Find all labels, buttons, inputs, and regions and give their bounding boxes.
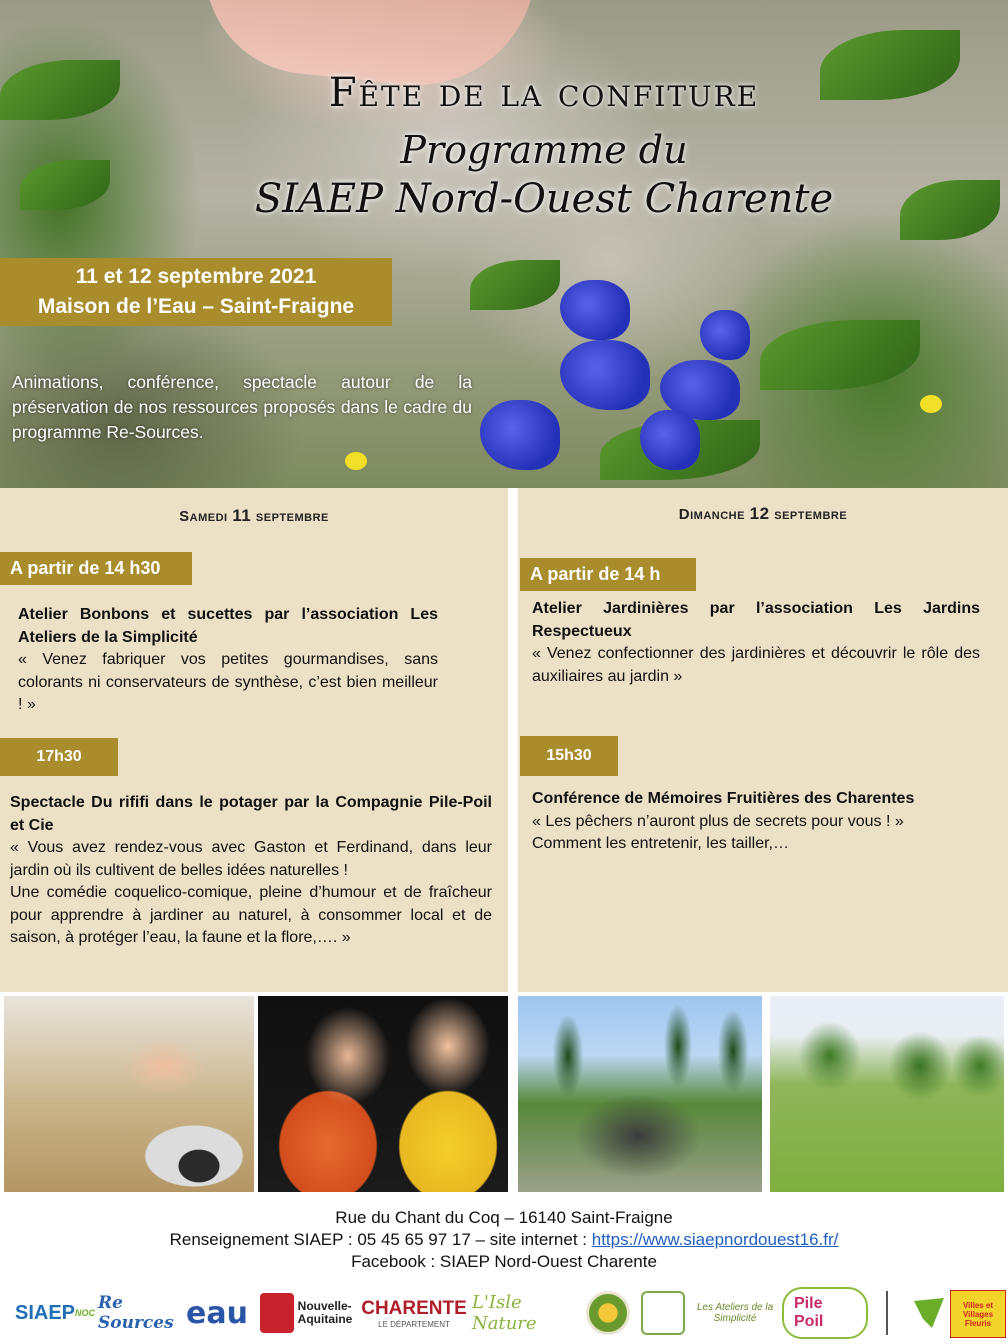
mill-logo xyxy=(872,1290,902,1336)
event-description: « Venez fabriquer vos petites gourmandises, sans colorants ni conservateurs de synthèse, c’est bien meilleur ! » xyxy=(18,651,438,713)
region-shield-icon xyxy=(260,1293,294,1333)
facebook-line: Facebook : SIAEP Nord-Ouest Charente xyxy=(351,1252,657,1271)
hero-photo xyxy=(0,0,1008,488)
photo-clown-show xyxy=(258,996,508,1192)
info-line xyxy=(0,1230,1008,1250)
event-title: Atelier Jardinières par l’association Les Jardins Respectueux xyxy=(532,600,980,640)
event-title: Atelier Bonbons et sucettes par l’association Les Ateliers de la Simplicité xyxy=(18,606,438,646)
yellow-flower xyxy=(345,452,367,470)
title-line-2: Programme du xyxy=(400,128,688,172)
event-title: Conférence de Mémoires Fruitières des Charentes xyxy=(532,790,915,807)
event-description: Comment les entretenir, les tailler,… xyxy=(532,835,789,852)
mill-icon xyxy=(886,1291,888,1335)
leaf-icon xyxy=(641,1291,685,1335)
event-title: Spectacle Du rififi dans le potager par la Compagnie Pile-Poil et Cie xyxy=(10,794,492,834)
leaf-shape xyxy=(760,320,920,390)
saturday-event-2 xyxy=(10,792,492,950)
flower-shape xyxy=(480,400,560,470)
day-label: Dimanche xyxy=(678,506,745,523)
day-number: 11 xyxy=(232,506,252,525)
sunday-panel xyxy=(518,488,1008,992)
fruit-icon xyxy=(586,1291,630,1335)
photo-orchard xyxy=(770,996,1004,1192)
event-description: « Vous avez rendez-vous avec Gaston et Ferdinand, dans leur jardin où ils cultivent de belles idées naturelles ! xyxy=(10,839,492,879)
saturday-event-1 xyxy=(18,604,438,717)
title-line-1: Fête de la confiture xyxy=(328,70,760,116)
ateliers-logo: Les Ateliers de la Simplicité xyxy=(696,1302,774,1324)
flower-shape xyxy=(560,280,630,340)
event-description: « Les pêchers n’auront plus de secrets pour vous ! » xyxy=(532,812,904,830)
event-description: « Venez confectionner des jardinières et découvrir le rôle des auxiliaires au jardin » xyxy=(532,645,980,685)
map-icon xyxy=(914,1298,944,1328)
saturday-panel xyxy=(0,488,508,992)
phone-info: Renseignement SIAEP : 05 45 65 97 17 – site internet : xyxy=(169,1230,592,1249)
pile-poil-logo: Pile Poil xyxy=(782,1290,868,1336)
charente-logo: CHARENTE LE DÉPARTEMENT xyxy=(361,1297,467,1329)
sunday-time-tag-2: 15h30 xyxy=(520,736,618,776)
title-line-3: SIAEP Nord-Ouest Charente xyxy=(254,176,834,222)
day-label: Samedi xyxy=(179,508,228,525)
sunday-time-tag-1: A partir de 14 h xyxy=(520,558,696,591)
address-line: Rue du Chant du Coq – 16140 Saint-Fraigne xyxy=(335,1208,673,1227)
sunday-heading xyxy=(518,504,1008,524)
saturday-time-tag-2: 17h30 xyxy=(0,738,118,776)
leaf-shape xyxy=(470,260,560,310)
day-number: 12 xyxy=(749,504,770,523)
event-description: Une comédie coquelico-comique, pleine d’humour et de fraîcheur pour apprendre à jardiner au naturel, à consommer local et de saison, à protéger l’eau, la faune et la flore,…. » xyxy=(10,884,492,946)
isle-nature-logo: L'Isle Nature xyxy=(472,1292,537,1334)
flower-shape xyxy=(700,310,750,360)
saturday-heading xyxy=(0,506,508,526)
fruit-memories-logo xyxy=(584,1290,632,1336)
event-date: 11 et 12 septembre 2021 xyxy=(75,265,317,288)
resources-logo: Re Sources xyxy=(98,1293,174,1333)
day-month: septembre xyxy=(774,506,848,523)
website-link[interactable]: https://www.siaepnordouest16.fr/ xyxy=(591,1230,839,1249)
date-place-banner xyxy=(0,258,392,326)
flower-shape xyxy=(560,340,650,410)
photo-candy-workshop xyxy=(4,996,254,1192)
siaep-logo: SIAEP NOC xyxy=(14,1301,96,1324)
eau-logo: eau xyxy=(186,1295,248,1331)
green-map-logo xyxy=(912,1290,946,1336)
villes-villages-logo: Villes et Villages Fleuris xyxy=(950,1290,1006,1338)
sunday-event-1 xyxy=(532,598,980,688)
saturday-time-tag-1: A partir de 14 h30 xyxy=(0,552,192,585)
region-logo: Nouvelle- Aquitaine xyxy=(258,1290,354,1336)
intro-text: Animations, conférence, spectacle autour de la préservation de nos ressources proposés dans le cadre du programme Re-Sources. xyxy=(12,372,472,442)
partner-logos xyxy=(0,1284,1008,1344)
photo-garden-workshop xyxy=(518,996,762,1192)
sunday-event-2 xyxy=(532,788,992,856)
jardins-respectueux-logo xyxy=(640,1290,686,1336)
event-place: Maison de l’Eau – Saint-Fraigne xyxy=(37,295,355,318)
yellow-flower xyxy=(920,395,942,413)
day-month: septembre xyxy=(255,508,329,525)
